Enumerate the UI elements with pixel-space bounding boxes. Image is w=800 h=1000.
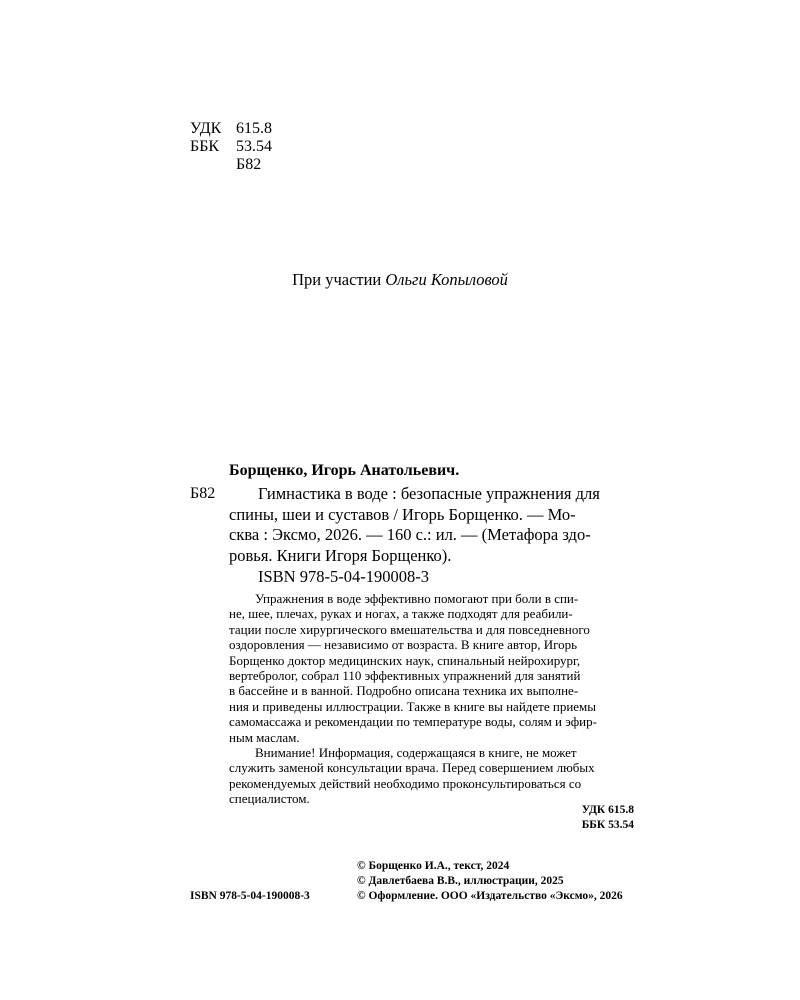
annotation-line: в бассейне и в ванной. Подробно описана техника их выполне-	[229, 683, 579, 699]
copyright-line: © Давлетбаева В.В., иллюстрации, 2025	[357, 875, 564, 887]
footer-bbk: ББК 53.54	[581, 819, 634, 831]
annotation-line: специалистом.	[229, 791, 310, 807]
annotation-paragraph-1	[229, 591, 634, 745]
bib-line: спины, шеи и суставов / Игорь Борщенко. — Мо-	[229, 504, 576, 524]
copyright-line: © Оформление. ООО «Издательство «Эксмо», 2026	[357, 890, 623, 902]
participation-credit	[0, 270, 800, 290]
bbk-code	[190, 137, 272, 156]
annotation-line: ным маслам.	[229, 729, 300, 745]
annotation-line: тации после хирургического вмешательства и для повседневного	[229, 621, 590, 637]
annotation-line: самомассажа и рекомендации по температуре воды, солям и эфир-	[229, 714, 597, 730]
annotation-line: Внимание! Информация, содержащаяся в книге, не может	[255, 745, 577, 761]
author-heading: Борщенко, Игорь Анатольевич.	[229, 462, 460, 479]
participation-prefix: При участии	[292, 270, 382, 289]
annotation-line: ния и приведены иллюстрации. Также в книге вы найдете приемы	[229, 698, 597, 714]
copyright-line: © Борщенко И.А., текст, 2024	[357, 860, 510, 872]
bib-line: Гимнастика в воде : безопасные упражнения для	[258, 484, 600, 503]
annotation-line: не, шее, плечах, руках и ногах, а также подходят для реабили-	[229, 606, 573, 622]
footer-udk: УДК 615.8	[581, 804, 634, 816]
participation-person: Ольги Копыловой	[385, 270, 508, 289]
annotation-line: служить заменой консультации врача. Перед совершением любых	[229, 760, 595, 776]
annotation	[229, 591, 634, 807]
annotation-line: оздоровления — независимо от возраста. В книге автор, Игорь	[229, 637, 578, 653]
bbk-label: ББК	[190, 138, 220, 155]
isbn-footer: ISBN 978-5-04-190008-3	[190, 890, 310, 902]
annotation-line: рекомендуемых действий необходимо проконсультироваться со	[229, 775, 582, 791]
udk-label: УДК	[190, 120, 222, 137]
bib-line: ровья. Книги Игоря Борщенко).	[229, 545, 452, 565]
bbk-value: 53.54	[236, 138, 272, 155]
copyright-notices	[357, 859, 623, 904]
annotation-line: вертебролог, собрал 110 эффективных упражнений для занятий	[229, 668, 581, 684]
udk-value: 615.8	[236, 120, 272, 137]
author-sign: Б82	[236, 156, 262, 173]
annotation-line: Борщенко доктор медицинских наук, спинальный нейрохирург,	[229, 652, 581, 668]
annotation-line: Упражнения в воде эффективно помогают при боли в спи-	[255, 591, 579, 606]
bibliographic-description	[229, 484, 634, 566]
footer-codes	[520, 803, 634, 833]
shelfmark: Б82	[190, 485, 216, 502]
isbn-main: ISBN 978-5-04-190008-3	[258, 567, 429, 586]
bib-line: сква : Эксмо, 2026. — 160 с.: ил. — (Метафора здо-	[229, 525, 591, 544]
annotation-paragraph-2	[229, 745, 634, 807]
udk-code	[190, 119, 272, 138]
